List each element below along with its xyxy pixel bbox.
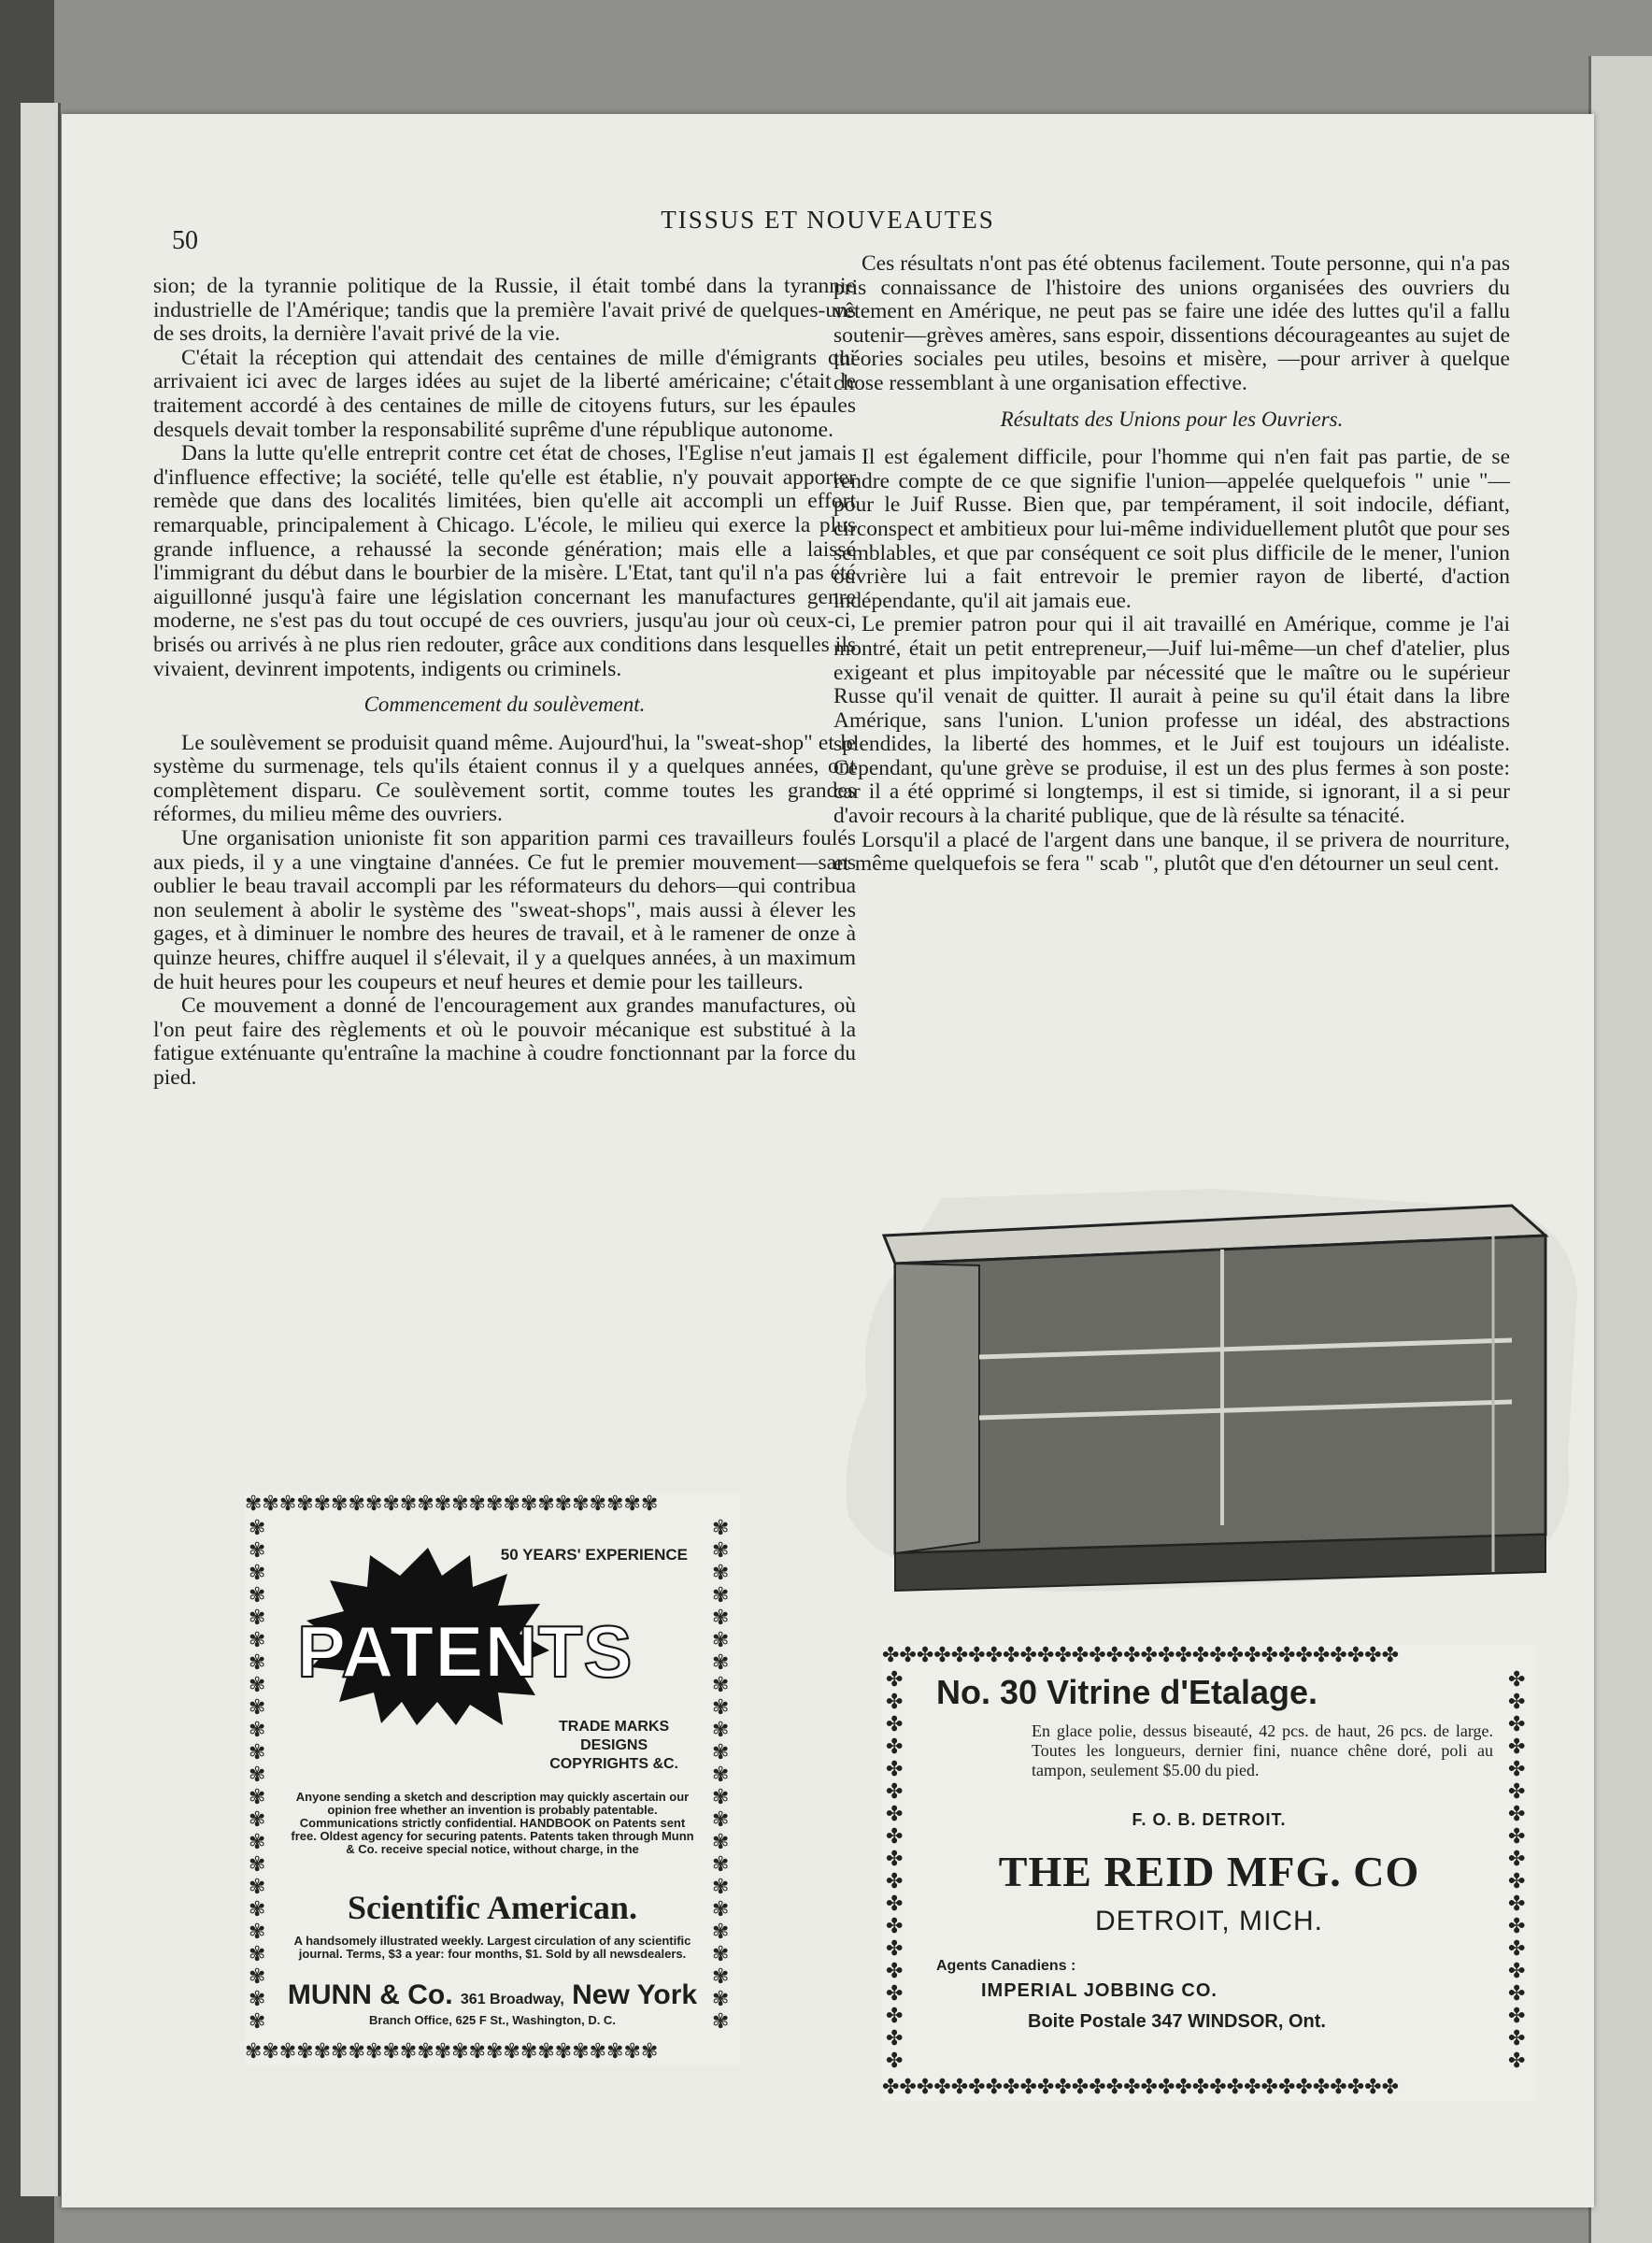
- right-paragraph-2: Il est également difficile, pour l'homme qui n'en fait pas partie, de se rendre compte de ce que signifie l'union—appelée quelquefois " unie "—pour le Juif Russe. Bien que, par tempérament, il soit indocile, défiant, circonspect et ambitieux pour lui-même individuellement plutôt que pour ses semblables, et que par conséquent ce soit plus difficile de le mener, l'union ouvrière lui a fait entrevoir le premier rayon de liberté, d'action indépendante, qu'il ait jamais eue.: [833, 445, 1510, 613]
- display-cabinet-illustration: [839, 1179, 1583, 1609]
- left-section-heading: Commencement du soulèvement.: [363, 693, 646, 717]
- patents-ad-content: [278, 1525, 706, 2034]
- fleur-border-right: ✤✤✤✤✤✤✤✤✤✤✤✤✤✤✤✤✤✤: [1508, 1669, 1526, 2073]
- left-paragraph-4: Le soulèvement se produisit quand même. Aujourd'hui, la "sweat-shop" et le système du surmenage, tels qu'ils étaient connus il y a quelques années, ont complètement disparu. Ce soulèvement sortit, comme toutes les grandes réformes, du milieu même des ouvriers.: [153, 730, 856, 827]
- postal-box: Boite Postale 347 WINDSOR, Ont.: [1028, 2011, 1326, 2032]
- munn-city: New York: [572, 1979, 698, 2010]
- left-paragraph-6: Ce mouvement a donné de l'encouragement aux grandes manufactures, où l'on peut faire des règlements et où le pouvoir mécanique est substitué à la fatigue exténuante qu'entraîne la machine à coudre fonctionnant par la force du pied.: [153, 993, 856, 1090]
- page-stack-right: [1588, 56, 1652, 2243]
- left-paragraph-2: C'était la réception qui attendait des centaines de mille d'émigrants qui arrivaient ici avec de larges idées au sujet de la liberté américaine; c'était le traitement accordé à des centaines de mille de citoyens futurs, sur les épaules desquels devait tomber la responsabilité suprême d'une république autonome.: [153, 345, 856, 442]
- vitrine-title: No. 30 Vitrine d'Etalage.: [936, 1673, 1318, 1711]
- right-section-heading: Résultats des Unions pour les Ouvriers.: [1000, 407, 1344, 431]
- vitrine-description: En glace polie, dessus biseauté, 42 pcs. de haut, 26 pcs. de large. Toutes les longueurs, dernier fini, nuance chêne doré, poli au tampon, seulement $5.00 du pied.: [1032, 1722, 1493, 1779]
- left-paragraph-5: Une organisation unioniste fit son apparition parmi ces travailleurs foulés aux pieds, il y a une vingtaine d'années. Ce fut le premier mouvement—sans oublier le beau travail accompli par les réformateurs du dehors—qui contribua non seulement à abolir le système des "sweat-shops", mais aussi à élever les gages, et à diminuer le nombre des heures de travail, et à le ramener de onze à quinze heures, chiffre auquel il s'élevait, il y a quelques années, à un maximum de huit heures pour les coupeurs et neuf heures et demie pour les tailleurs.: [153, 826, 856, 994]
- agents-label: Agents Canadiens :: [936, 1958, 1076, 1974]
- patents-advertisement: [245, 1493, 740, 2065]
- right-paragraph-4: Lorsqu'il a placé de l'argent dans une banque, il se privera de nourriture, et même quelquefois se fera " scab ", plutôt que d'en détourner un seul cent.: [833, 827, 1510, 877]
- fleur-border-top: ✤✤✤✤✤✤✤✤✤✤✤✤✤✤✤✤✤✤✤✤✤✤✤✤✤✤✤✤✤✤: [882, 1645, 1400, 1667]
- designs-label: DESIGNS: [580, 1737, 648, 1753]
- scientific-american-title: Scientific American.: [348, 1889, 637, 1926]
- fleur-border-bottom: ✤✤✤✤✤✤✤✤✤✤✤✤✤✤✤✤✤✤✤✤✤✤✤✤✤✤✤✤✤✤: [882, 2077, 1400, 2099]
- left-paragraph-3: Dans la lutte qu'elle entreprit contre cet état de choses, l'Eglise n'eut jamais d'influence effective; la société, telle qu'elle est établie, n'y pouvait apporter remède que dans des localités limitées, bien qu'elle ait accompli un effort remarquable, principalement à Chicago. L'école, le milieu qui exerce la plus grande influence, a rehaussé la seconde génération; mais elle a laissé l'immigrant du début dans le bourbier de la misère. L'Etat, tant qu'il n'a pas été aiguillonné jusqu'à faire une législation concernant les manufactures genre moderne, ne s'est pas du tout occupé de ces ouvriers, jusqu'au jour où ceux-ci, brisés ou arrivés à ne plus rien redouter, grâce aux conditions dans lesquelles ils vivaient, devinrent impotents, indigents ou criminels.: [153, 441, 856, 681]
- ornament-border-bottom: ✾✾✾✾✾✾✾✾✾✾✾✾✾✾✾✾✾✾✾✾✾✾✾✾: [245, 2041, 659, 2064]
- fob-line: F. O. B. DETROIT.: [1132, 1810, 1287, 1829]
- fleur-border-left: ✤✤✤✤✤✤✤✤✤✤✤✤✤✤✤✤✤✤: [886, 1669, 904, 2073]
- company-city: DETROIT, MICH.: [1095, 1906, 1323, 1936]
- agent-name: IMPERIAL JOBBING CO.: [981, 1980, 1218, 2001]
- trade-marks-label: TRADE MARKS: [558, 1719, 670, 1735]
- patents-body-text: Anyone sending a sketch and description may quickly ascertain our opinion free whether an invention is probably patentable. Communications strictly confidential. HANDBOOK on Patents sent free. Oldest agency for securing patents. Patents taken through Munn & Co. receive special notice, without charge, in the: [291, 1790, 694, 1856]
- experience-label: 50 YEARS' EXPERIENCE: [500, 1546, 688, 1564]
- branch-office: Branch Office, 625 F St., Washington, D. C.: [369, 2013, 616, 2027]
- munn-street: 361 Broadway,: [460, 1992, 564, 2007]
- left-column: [153, 275, 856, 1091]
- right-paragraph-1: Ces résultats n'ont pas été obtenus facilement. Toute personne, qui n'a pas pris connaissance de l'histoire des unions organisées des ouvriers du vêtement en Amérique, ne peut pas se faire une idée des luttes qu'il a fallu soutenir—grèves amères, sans espoir, dissentions décourageantes au sujet de théories sociales peu utiles, besoins et misère, —pour arriver à quelque chose ressemblant à une organisation effective.: [833, 251, 1510, 395]
- left-paragraph-1: sion; de la tyrannie politique de la Russie, il était tombé dans la tyrannie industrielle de l'Amérique; tandis que la première l'avait privé de quelques-uns de ses droits, la dernière l'avait privé de la vie.: [153, 274, 856, 347]
- company-name: THE REID MFG. CO: [998, 1848, 1420, 1895]
- munn-address-line: [278, 1979, 706, 2011]
- trade-marks-block: [549, 1718, 678, 1774]
- right-column: [833, 252, 1510, 877]
- ornament-border-top: ✾✾✾✾✾✾✾✾✾✾✾✾✾✾✾✾✾✾✾✾✾✾✾✾: [245, 1493, 659, 1516]
- reid-ad-content: [925, 1673, 1493, 2073]
- page-stack-left: [21, 103, 61, 2196]
- journal-description: A handsomely illustrated weekly. Largest circulation of any scientific journal. Terms, $3 a year: four months, $1. Sold by all newsdealers.: [293, 1934, 691, 1961]
- ornament-border-left: ✾✾✾✾✾✾✾✾✾✾✾✾✾✾✾✾✾✾✾✾✾✾✾: [249, 1518, 266, 2034]
- ornament-border-right: ✾✾✾✾✾✾✾✾✾✾✾✾✾✾✾✾✾✾✾✾✾✾✾: [712, 1518, 730, 2034]
- page-number: 50: [172, 226, 198, 255]
- running-head: TISSUS ET NOUVEAUTES: [661, 206, 995, 234]
- munn-name: MUNN & Co.: [287, 1979, 453, 2010]
- patents-title: PATENTS: [297, 1610, 634, 1693]
- reid-advertisement: [882, 1645, 1536, 2101]
- right-paragraph-3: Le premier patron pour qui il ait travaillé en Amérique, comme je l'ai montré, était un petit entrepreneur,—Juif lui-même—un chef d'atelier, plus exigeant et plus impitoyable par nécessité que le maître ou le supérieur Russe qu'il venait de quitter. Il aurait à peine su qu'il était dans la libre Amérique, sans l'union. L'union professe un idéal, des abstractions splendides, la liberté des hommes, et le Juif est toujours un idéaliste. Cependant, qu'une grève se produise, il est un des plus fermes à son poste: car il a été opprimé si longtemps, il est si timide, si ignorant, il a si peur d'avoir recours à la charité publique, que de là résulte sa ténacité.: [833, 612, 1510, 829]
- copyrights-label: COPYRIGHTS &C.: [549, 1756, 678, 1772]
